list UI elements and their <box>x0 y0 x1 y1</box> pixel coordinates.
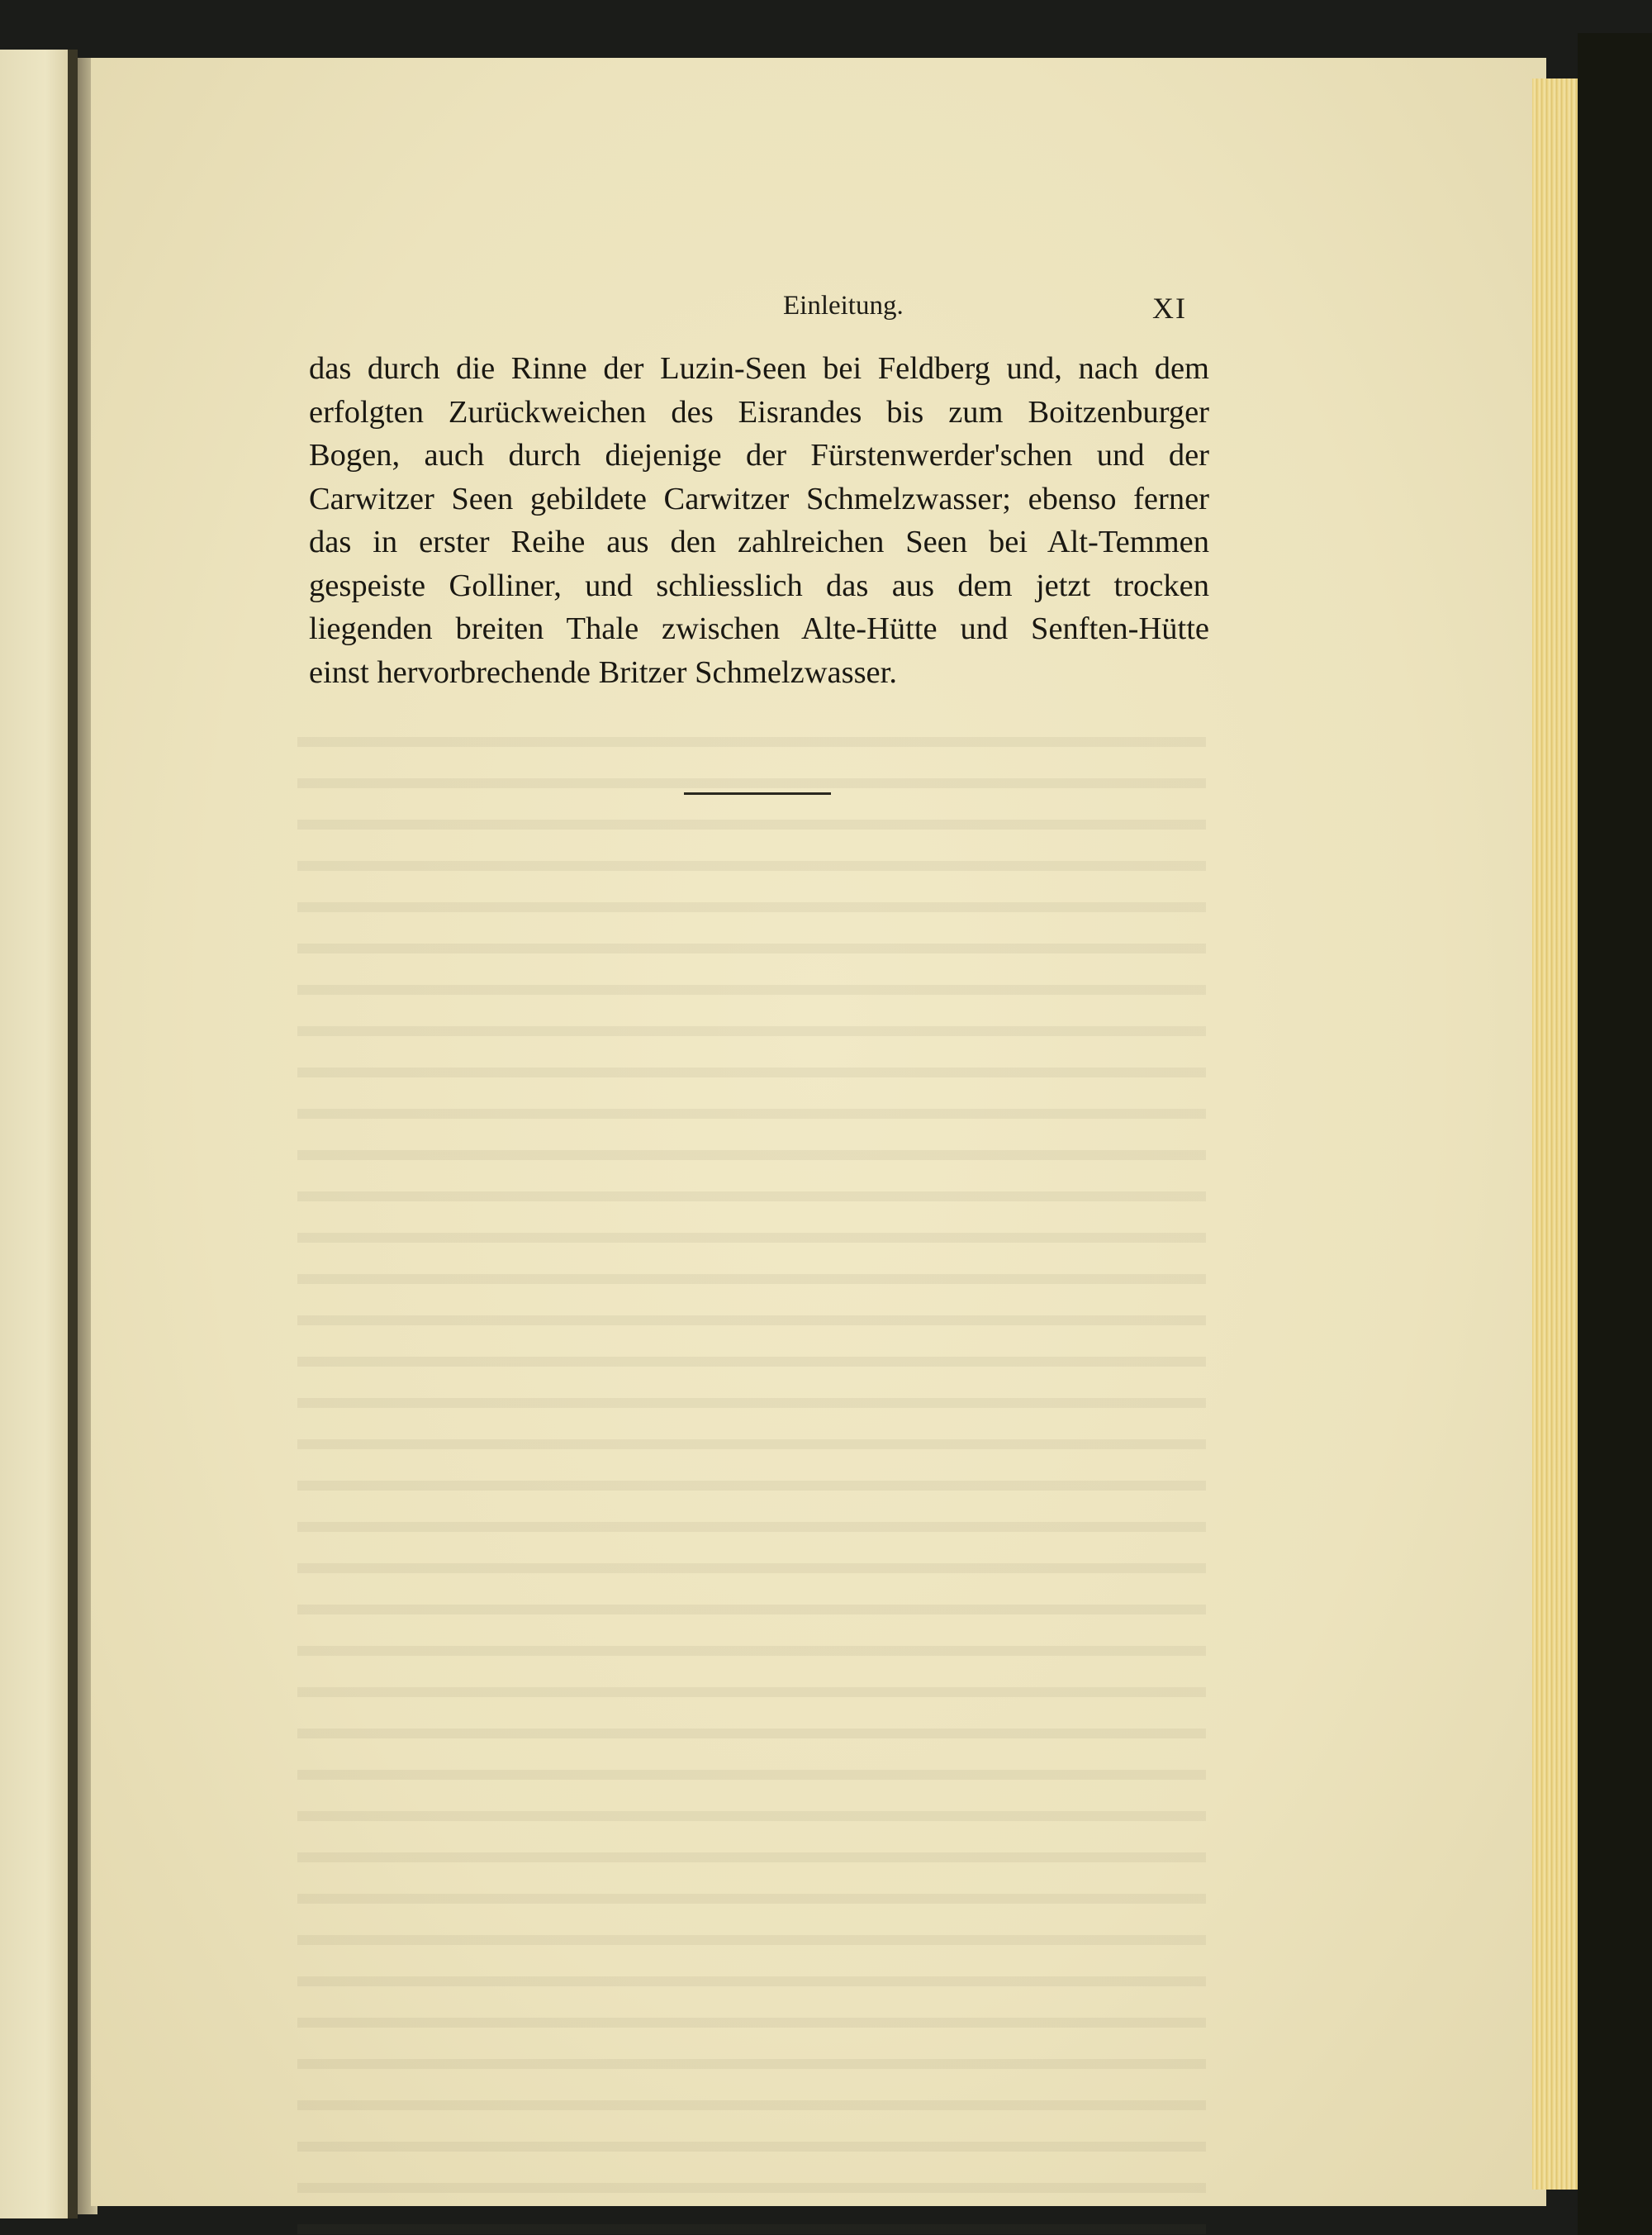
body-paragraph <box>309 347 1209 694</box>
text-line: liegenden breiten Thale zwischen Alte-Hütte und Senften-Hütte <box>309 611 1209 646</box>
page-header <box>91 291 1546 332</box>
text-line: Bogen, auch durch diejenige der Fürstenwerder'schen und der <box>309 438 1209 473</box>
section-divider-rule <box>684 792 831 795</box>
left-page-border <box>68 50 78 2218</box>
text-line: gespeiste Golliner, und schliesslich das aus dem jetzt trocken <box>309 568 1209 603</box>
left-page-edge <box>0 50 76 2218</box>
page-number: XI <box>1152 292 1187 325</box>
text-line: Carwitzer Seen gebildete Carwitzer Schmelzwasser; ebenso ferner <box>309 481 1209 516</box>
text-line: das in erster Reihe aus den zahlreichen Seen bei Alt-Temmen <box>309 525 1209 559</box>
show-through-text <box>297 719 1206 2235</box>
book-cover-edge <box>1578 33 1652 2235</box>
running-head: Einleitung. <box>783 291 904 321</box>
text-line: einst hervorbrechende Britzer Schmelzwasser. <box>309 654 897 690</box>
text-line: erfolgten Zurückweichen des Eisrandes bis zum Boitzenburger <box>309 394 1209 430</box>
page-stack-edges <box>1532 78 1578 2190</box>
text-line: das durch die Rinne der Luzin-Seen bei Feldberg und, nach dem <box>309 351 1209 386</box>
